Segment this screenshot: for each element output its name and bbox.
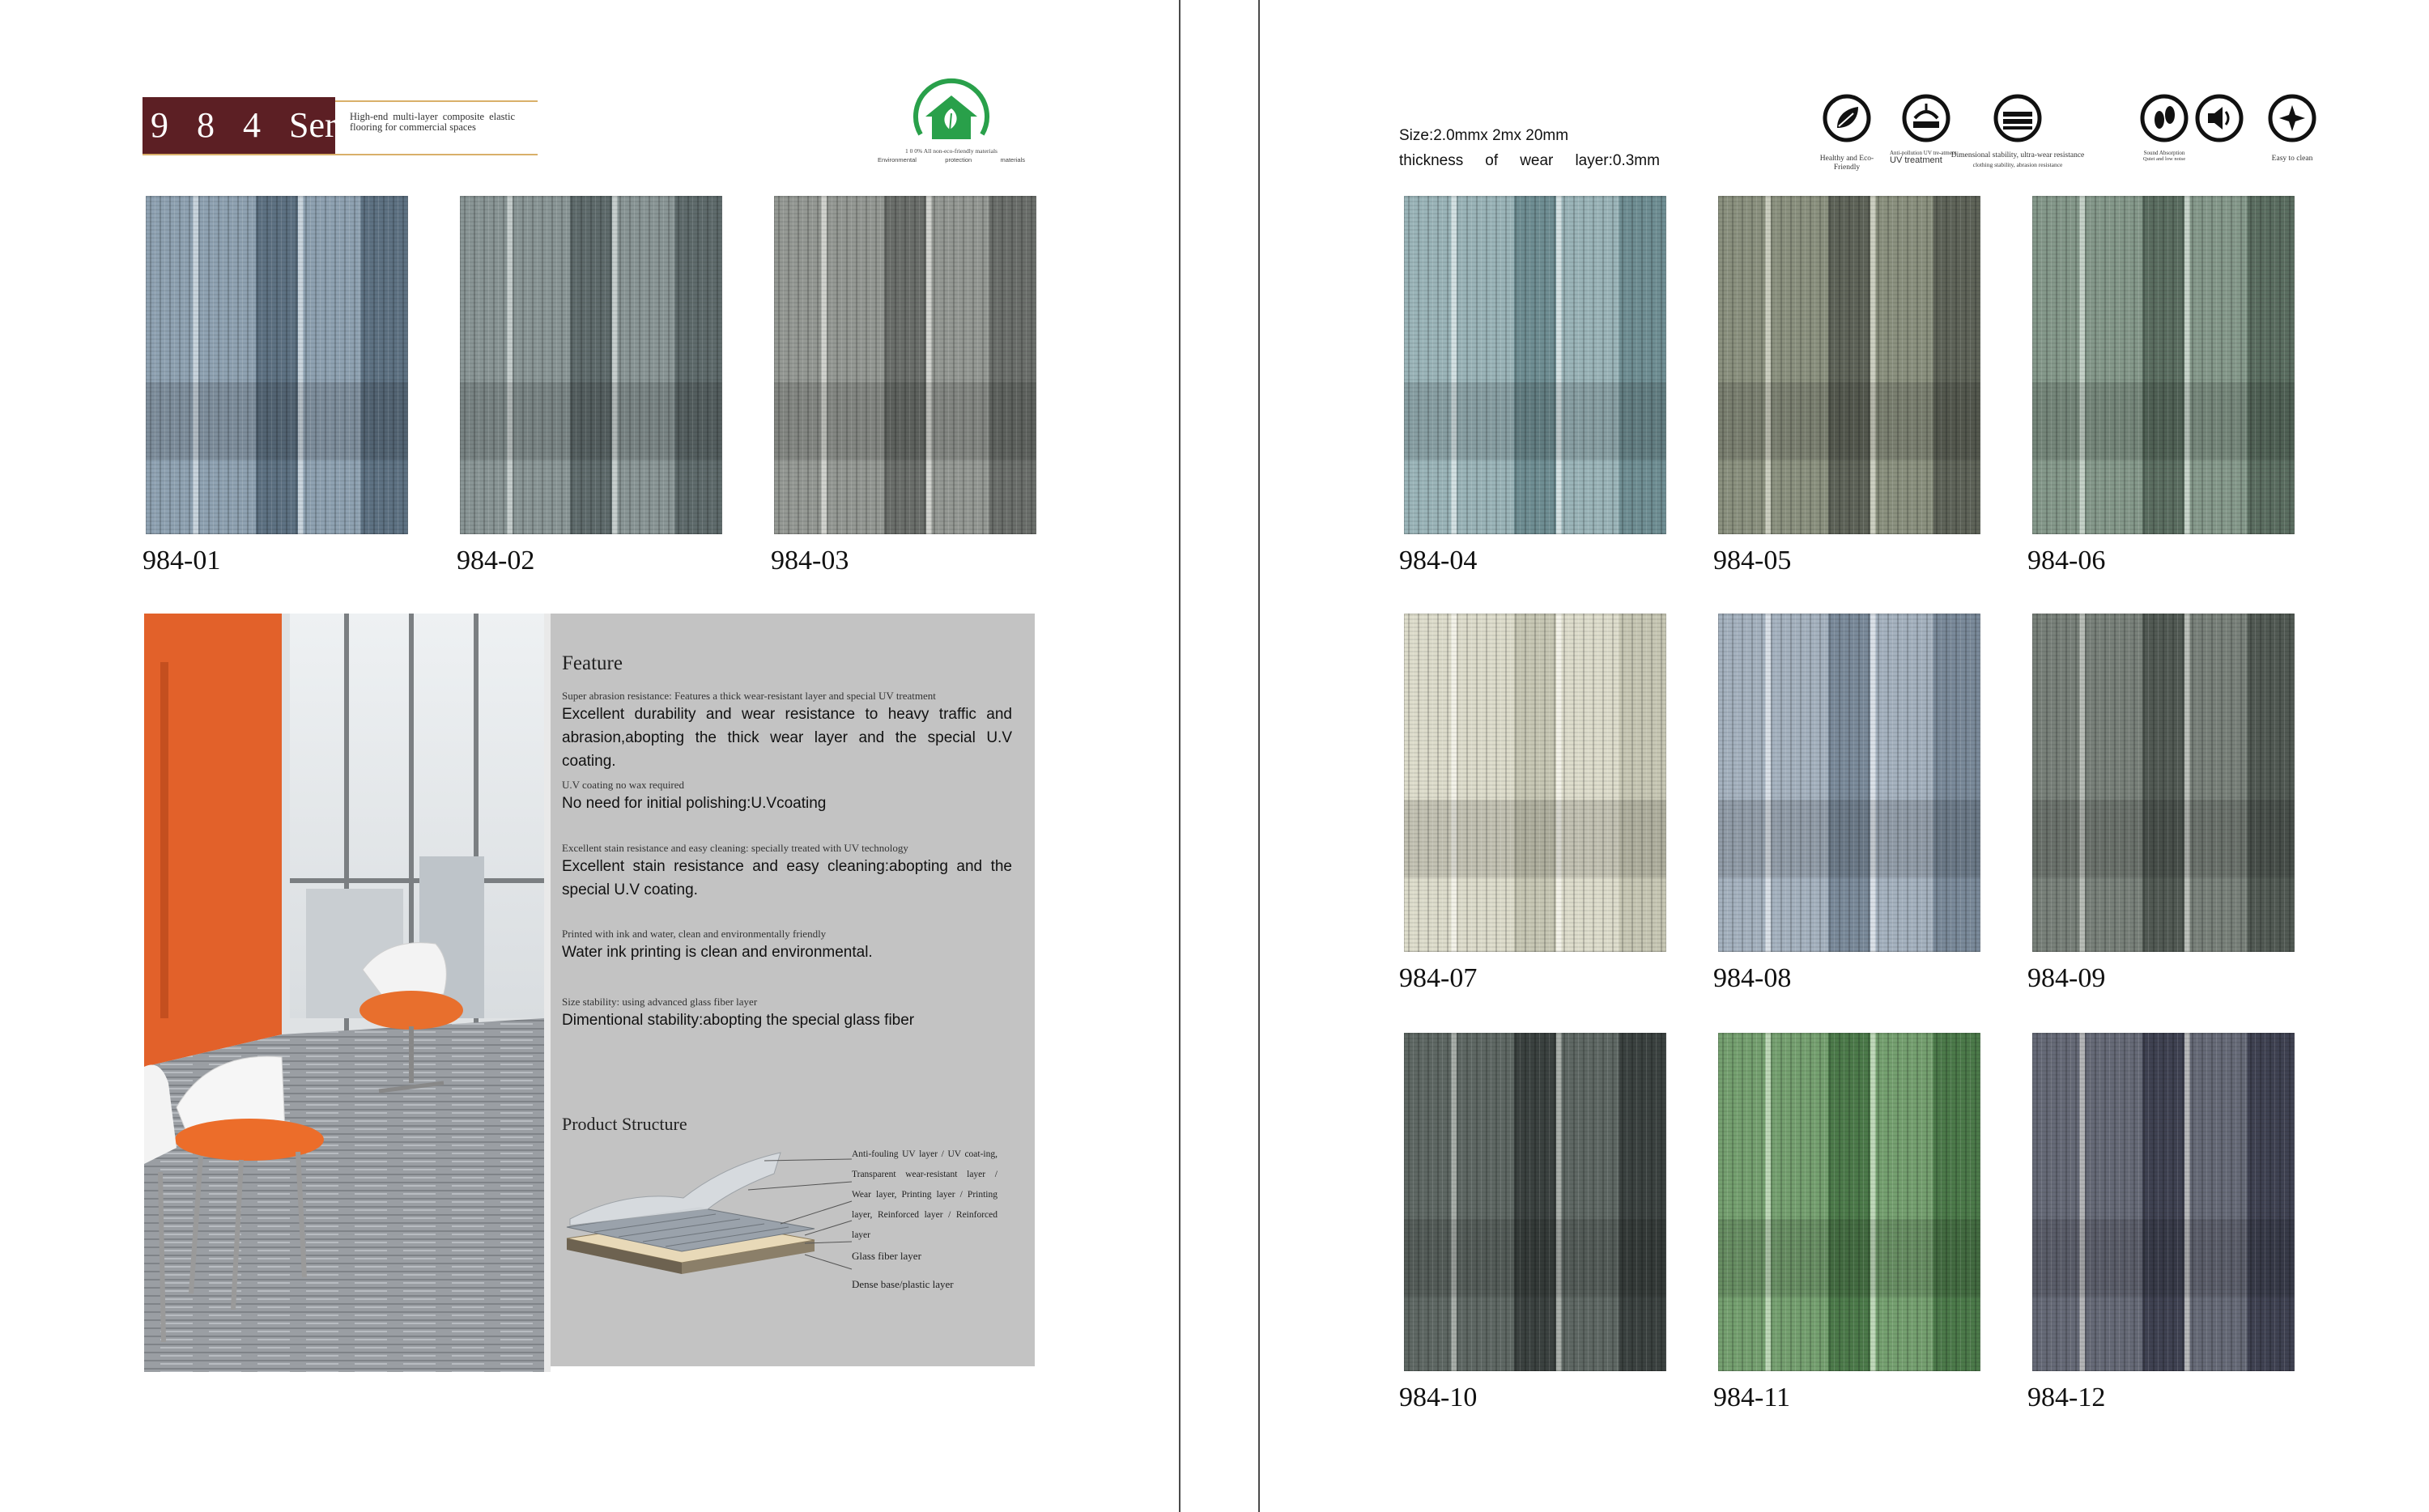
swatch-984-03[interactable] (774, 196, 1036, 534)
feature-icon-uv: Anti-pollution UV tre-atment UV treatment (1890, 94, 1963, 165)
swatch-code: 984-04 (1399, 546, 1478, 575)
swatch-984-08[interactable] (1718, 614, 1980, 952)
layer-structure-diagram (562, 1141, 853, 1311)
feature-icon-sound: Sound Absorption Quiet and low noise (2128, 94, 2201, 163)
swatch-code: 984-02 (457, 546, 535, 575)
clean-icon (2268, 94, 2316, 142)
feature-icon-eco: Healthy and Eco-Friendly (1810, 94, 1883, 172)
product-structure-title: Product Structure (562, 1114, 687, 1134)
header-rule-bottom (143, 154, 538, 155)
layers-icon (1993, 94, 2042, 142)
panel-divider (544, 614, 551, 1372)
swatch-code: 984-11 (1713, 1382, 1791, 1412)
swatch-984-01[interactable] (146, 196, 408, 534)
feature-icon-clean: Easy to clean (2256, 94, 2329, 164)
eco-caption-2: Environmental protection materials (878, 156, 1025, 164)
feature-title: Feature (562, 652, 623, 674)
swatch-984-12[interactable] (2032, 1033, 2295, 1371)
page-divider-right (1258, 0, 1260, 1512)
swatch-984-09[interactable] (2032, 614, 2295, 952)
swatch-code: 984-01 (143, 546, 221, 575)
swatch-code: 984-03 (771, 546, 849, 575)
feature-item: Size stability: using advanced glass fiber layer Dimentional stability:abopting the special glass fiber (562, 996, 915, 1029)
swatch-984-10[interactable] (1404, 1033, 1666, 1371)
swatch-code: 984-06 (2027, 546, 2106, 575)
feature-icon-noise (2183, 94, 2256, 147)
swatch-code: 984-10 (1399, 1382, 1478, 1412)
swatch-code: 984-07 (1399, 963, 1478, 993)
feature-item: Printed with ink and water, clean and environmentally friendly Water ink printing is clean and environmental. (562, 928, 873, 961)
footprint-icon (2140, 94, 2189, 142)
feature-icon-stability: Dimensional stability, ultra-wear resistance clothing stability, abrasion resistance (1937, 94, 2099, 169)
swatch-code: 984-12 (2027, 1382, 2106, 1412)
series-description: High-end multi-layer composite elastic flooring for commercial spaces (350, 111, 515, 133)
swatch-984-05[interactable] (1718, 196, 1980, 534)
layer-description: Anti-fouling UV layer / UV coat-ing, Transparent wear-resistant layer / Wear layer, Printing layer / Printing layer, Reinforced layer / Reinforced layer (852, 1149, 998, 1240)
swatch-code: 984-09 (2027, 963, 2106, 993)
swatch-code: 984-05 (1713, 546, 1792, 575)
feature-item: U.V coating no wax required No need for initial polishing:U.Vcoating (562, 779, 827, 812)
swatch-984-04[interactable] (1404, 196, 1666, 534)
feature-icons (1810, 94, 2312, 183)
swatch-984-07[interactable] (1404, 614, 1666, 952)
eco-house-icon (903, 78, 1000, 146)
feature-item: Super abrasion resistance: Features a thick wear-resistant layer and special UV treatment Excellent durability and wear resistance to heavy traffic and abrasion,abopting the thick wear layer and the special U.V coating. (562, 690, 1012, 770)
page-divider-left (1179, 0, 1180, 1512)
swatch-984-02[interactable] (460, 196, 722, 534)
office-interior-illustration (144, 614, 544, 1372)
eco-badge (874, 78, 1028, 175)
size-spec: Size:2.0mmx 2mx 20mm thickness of wear layer:0.3mm (1399, 127, 1660, 169)
sound-icon (2195, 94, 2244, 142)
glass-fiber-label: Glass fiber layer (852, 1250, 921, 1262)
eco-caption: 1 0 0% All non-eco-friendly materials (905, 147, 998, 155)
leaf-icon (1823, 94, 1871, 142)
series-title: 9 8 4 Series (143, 97, 335, 154)
swatch-984-11[interactable] (1718, 1033, 1980, 1371)
swatch-984-06[interactable] (2032, 196, 2295, 534)
feature-item: Excellent stain resistance and easy cleaning: specially treated with UV technology Excellent stain resistance and easy cleaning:abopting and the special U.V coating. (562, 842, 1012, 898)
room-photo (144, 614, 544, 1372)
base-layer-label: Dense base/plastic layer (852, 1278, 954, 1290)
swatch-code: 984-08 (1713, 963, 1792, 993)
